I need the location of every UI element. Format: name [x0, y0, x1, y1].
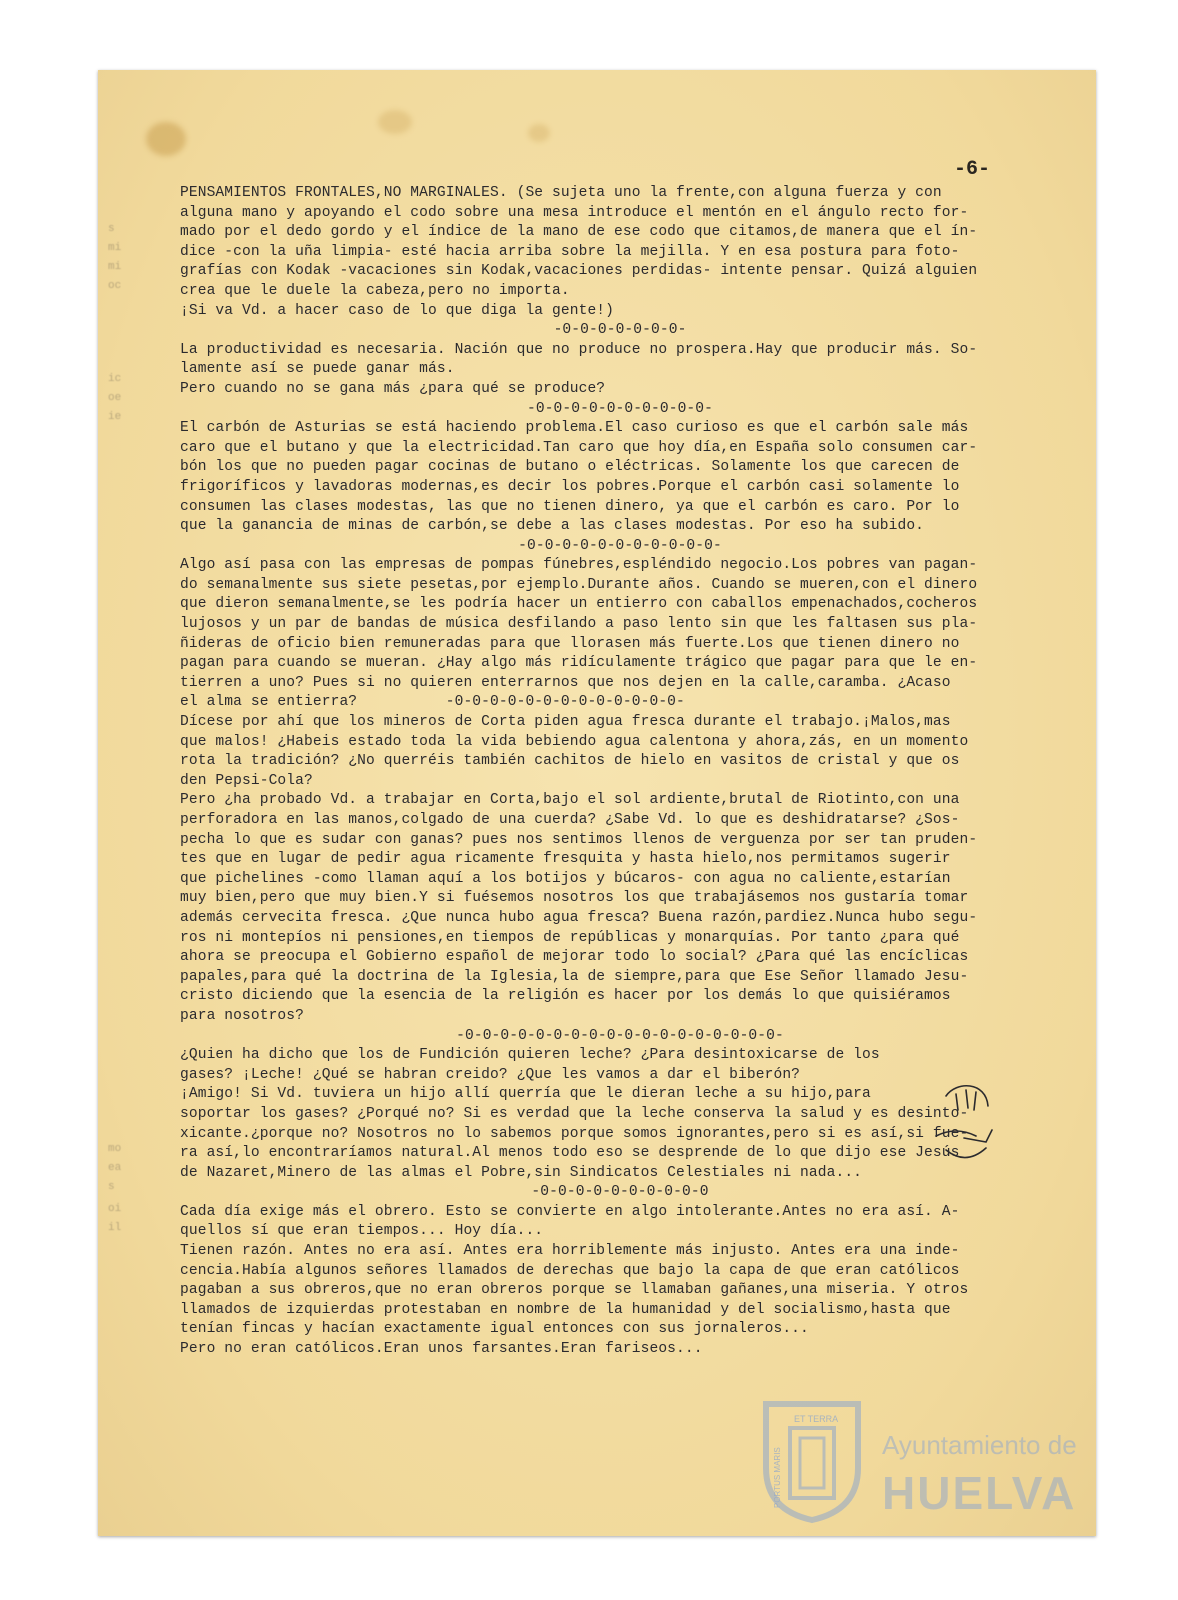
text-line: consumen las clases modestas, las que no tienen dinero, ya que el carbón es caro. Por lo [180, 498, 960, 515]
text-line: ¡Si va Vd. a hacer caso de lo que diga la gente!) [180, 302, 615, 319]
separator-line [180, 1027, 1060, 1047]
text-line: pagaban a sus obreros,que no eran obreros porque se llamaban gañanes,una miseria. Y otros [180, 1282, 969, 1299]
text-line: grafías con Kodak -vacaciones sin Kodak,vacaciones perdidas- intente pensar. Quizá alguien [180, 263, 978, 280]
separator-line [180, 537, 1060, 557]
text-line: el alma se entierra? -0-0-0-0-0-0-0-0-0-0-0-0-0- [180, 694, 685, 711]
text-line: papales,para qué la doctrina de la Iglesia,la de siempre,para que Ese Señor llamado Jesu- [180, 968, 969, 985]
text-line: perforadora en las manos,colgado de una cuerda? ¿Sabe Vd. lo que es deshidratarse? ¿Sos- [180, 812, 960, 828]
shield-motto-top: ET TERRA [794, 1414, 839, 1424]
separator-text: -0-0-0-0-0-0-0-0-0-0- [526, 400, 713, 417]
text-line: ros ni montepíos ni pensiones,en tiempos de repúblicas y monarquías. Por tanto ¿para qué [180, 929, 960, 946]
text-line: PENSAMIENTOS FRONTALES,NO MARGINALES. (Se sujeta uno la frente,con alguna fuerza y con [180, 185, 942, 201]
text-line: ahora se preocupa el Gobierno español de mejorar todo lo social? ¿Para qué las encíclicas [180, 949, 969, 966]
separator-text: -0-0-0-0-0-0-0-0-0-0 [531, 1184, 709, 1201]
bleed-through-text: ic oe ie [108, 373, 122, 423]
text-line: pecha lo que es sudar con ganas? pues nos sentimos llenos de verguenza por ser tan pruden- [180, 831, 978, 848]
paragraph [180, 184, 1060, 321]
text-line: pagan para cuando se mueran. ¿Hay algo más ridículamente trágico que pagar para que le en- [180, 655, 978, 672]
text-line: ¡Amigo! Si Vd. tuviera un hijo allí querría que le dieran leche a su hijo,para [180, 1086, 871, 1103]
text-line: bón los que no pueden pagar cocinas de butano o eléctricas. Solamente los que carecen de [180, 459, 960, 476]
text-line: Dícese por ahí que los mineros de Corta piden agua fresca durante el trabajo.¡Malos,mas [180, 714, 951, 731]
paragraph [180, 556, 1060, 713]
text-line: cristo diciendo que la esencia de la religión es hacer por los demás lo que quisiéramos [180, 988, 951, 1005]
text-line: cencia.Había algunos señores llamados de derechas que bajo la capa de que eran católicos [180, 1262, 960, 1279]
paper-stain [146, 122, 186, 156]
text-line: Pero cuando no se gana más ¿para qué se produce? [180, 380, 606, 397]
text-line: mado por el dedo gordo y el índice de la mano de ese codo que citamos,de manera que el ín- [180, 224, 978, 241]
paragraph [180, 341, 1060, 400]
text-line: dice -con la uña limpia- esté hacia arriba sobre la mejilla. Y en esa postura para foto- [180, 243, 960, 260]
text-line: caro que el butano y que la electricidad.Tan caro que hoy día,en España solo consumen car- [180, 439, 978, 456]
bleed-through-text: oi il [108, 1203, 122, 1234]
text-line: que malos! ¿Habeis estado toda la vida bebiendo agua calentona y ahora,zás, en un momento [180, 733, 969, 750]
city-shield-icon [760, 1398, 864, 1524]
text-line: den Pepsi-Cola? [180, 772, 313, 789]
text-line: tes que en lugar de pedir agua ricamente fresquita y hasta hielo,nos permitamos sugerir [180, 851, 951, 868]
text-line: ñideras de oficio bien remuneradas para que llorasen más fuerte.Los que tienen dinero no [180, 635, 960, 652]
separator-line [180, 321, 1060, 341]
text-line: que dieron semanalmente,se les podría hacer un entierro con caballos empenachados,cocheros [180, 596, 978, 613]
text-line: La productividad es necesaria. Nación que no produce no prospera.Hay que producir más. So- [180, 341, 978, 358]
paragraph [180, 1203, 1060, 1360]
text-line: Cada día exige más el obrero. Esto se convierte en algo intolerante.Antes no era así. A- [180, 1203, 960, 1220]
text-line: además cervecita fresca. ¿Que nunca hubo agua fresca? Buena razón,pardiez.Nunca hubo segu- [180, 909, 978, 926]
municipal-watermark [748, 1390, 1078, 1530]
text-line: frigoríficos y lavadoras modernas,es decir los pobres.Porque el carbón casi solamente lo [180, 478, 960, 495]
text-line: que la ganancia de minas de carbón,se debe a las clases modestas. Por eso ha subido. [180, 518, 925, 535]
separator-text: -0-0-0-0-0-0-0-0-0-0-0-0-0-0-0-0-0-0- [456, 1027, 784, 1044]
separator-text: -0-0-0-0-0-0-0-0-0-0-0- [518, 537, 722, 554]
paragraph [180, 713, 1060, 1027]
text-line: ¿Quien ha dicho que los de Fundición quieren leche? ¿Para desintoxicarse de los [180, 1047, 880, 1064]
text-line: para nosotros? [180, 1007, 305, 1024]
document-page [98, 70, 1096, 1536]
text-line: Pero no eran católicos.Eran unos farsantes.Eran fariseos... [180, 1341, 703, 1358]
text-line: soportar los gases? ¿Porqué no? Si es verdad que la leche conserva la salud y es desinto- [180, 1105, 969, 1122]
paragraph [180, 419, 1060, 537]
text-line: lamente así se puede ganar más. [180, 361, 455, 378]
separator-line [180, 400, 1060, 420]
separator-text: -0-0-0-0-0-0-0- [553, 322, 687, 339]
separator-line [180, 1183, 1060, 1203]
watermark-line-1: Ayuntamiento de [882, 1430, 1077, 1460]
text-line: alguna mano y apoyando el codo sobre una mesa introduce el mentón en el ángulo recto for- [180, 204, 969, 221]
text-line: do semanalmente sus siete pesetas,por ejemplo.Durante años. Cuando se mueren,con el dinero [180, 576, 978, 593]
text-line: de Nazaret,Minero de las almas el Pobre,sin Sindicatos Celestiales ni nada... [180, 1164, 863, 1181]
text-line: El carbón de Asturias se está haciendo problema.El caso curioso es que el carbón sale más [180, 420, 969, 437]
pen-doodle [916, 1076, 1006, 1176]
text-line: llamados de izquierdas protestaban en nombre de la humanidad y del socialismo,hasta que [180, 1301, 951, 1318]
paper-stain [378, 110, 412, 134]
text-line: crea que le duele la cabeza,pero no importa. [180, 282, 570, 299]
text-line: muy bien,pero que muy bien.Y si fuésemos nosotros los que trabajásemos nos gustaría tomar [180, 890, 969, 907]
text-line: Algo así pasa con las empresas de pompas fúnebres,espléndido negocio.Los pobres van pagan- [180, 557, 978, 574]
text-line: tierren a uno? Pues si no quieren enterrarnos que nos dejen en la calle,caramba. ¿Acaso [180, 674, 951, 691]
text-line: Pero ¿ha probado Vd. a trabajar en Corta,bajo el sol ardiente,brutal de Riotinto,con una [180, 792, 960, 809]
page-number: -6- [954, 158, 991, 181]
text-line: que pichelines -como llaman aquí a los botijos y búcaros- con agua no caliente,estarían [180, 870, 951, 887]
paper-stain [528, 124, 550, 142]
text-line: ra así,lo encontraríamos natural.Al menos todo eso se desprende de lo que dijo ese Jesús [180, 1145, 960, 1162]
bleed-through-text: s mi mi oc [108, 223, 122, 292]
text-line: xicante.¿porque no? Nosotros no lo sabemos porque somos ignorantes,pero si es así,si fue- [180, 1125, 969, 1142]
shield-motto-left: PORTUS MARIS [773, 1447, 782, 1508]
text-line: Tienen razón. Antes no era así. Antes era horriblemente más injusto. Antes era una inde- [180, 1243, 960, 1260]
text-line: lujosos y un par de bandas de música desfilando a paso lento sin que les faltasen sus pla- [180, 616, 978, 633]
bleed-through-text: mo ea s [108, 1143, 122, 1193]
document-body [180, 184, 1060, 1360]
text-line: quellos sí que eran tiempos... Hoy día... [180, 1223, 544, 1240]
watermark-line-2: HUELVA [882, 1467, 1077, 1519]
text-line: rota la tradición? ¿No querréis también cachitos de hielo en vasitos de cristal y que os [180, 753, 960, 770]
text-line: gases? ¡Leche! ¿Qué se habran creido? ¿Que les vamos a dar el biberón? [180, 1066, 801, 1083]
text-line: tenían fincas y hacían exactamente igual entonces con sus jornaleros... [180, 1321, 809, 1338]
